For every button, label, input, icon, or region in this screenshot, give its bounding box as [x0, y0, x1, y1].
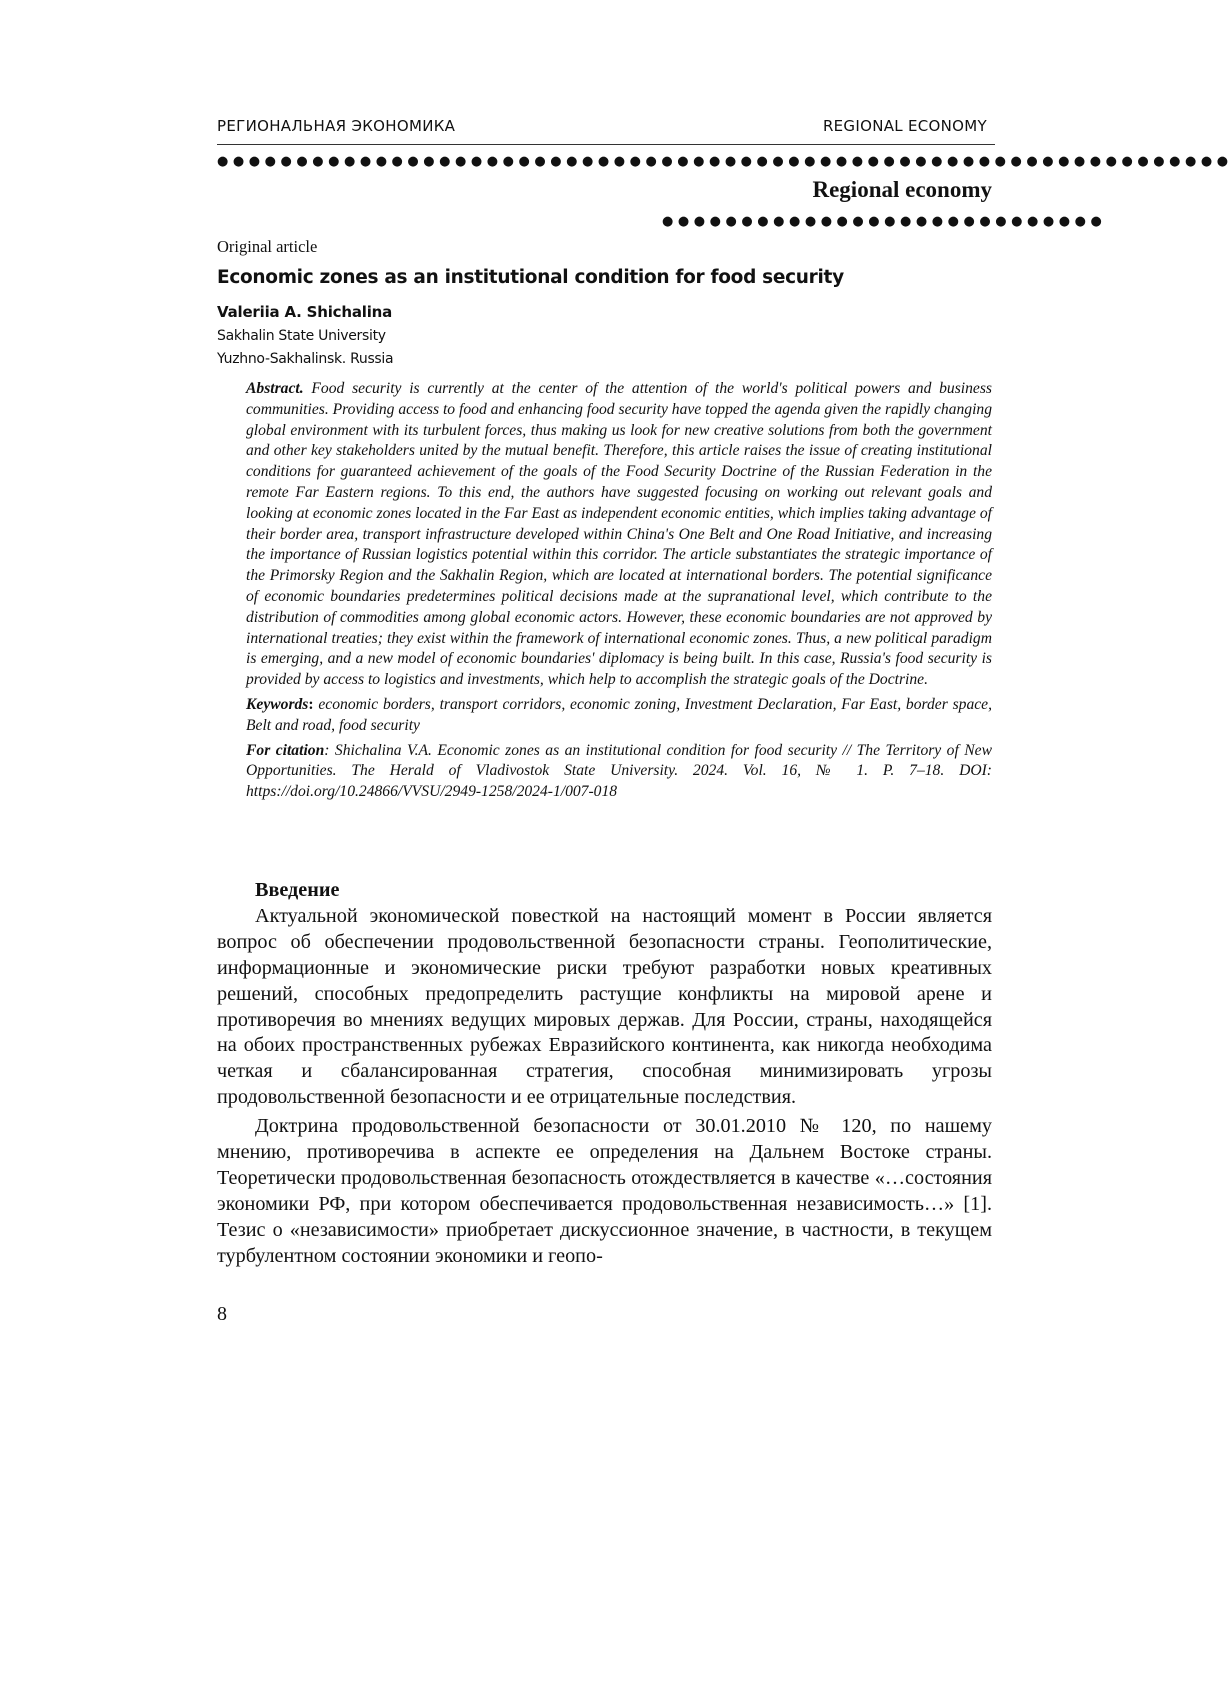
running-header-right: REGIONAL ECONOMY	[822, 117, 987, 135]
article-body	[217, 878, 992, 1270]
keywords-text: economic borders, transport corridors, economic zoning, Investment Declaration, Far East, border space, Belt and road, food security	[246, 695, 992, 734]
author-affiliation: Sakhalin State University	[217, 328, 386, 344]
dotted-rule-bottom: ● ● ● ● ● ● ● ● ● ● ● ● ● ● ● ● ● ● ● ● ● ● ● ● ● ● ● ●	[662, 214, 1102, 229]
body-paragraph: Актуальной экономической повесткой на настоящий момент в России является вопрос об обеспечении продовольственной безопасности страны. Геополитические, информационные и экономические риски требуют разработки новых креативных решений, способных предопределить растущие конфликты на мировой арене и противоречия во мнениях ведущих мировых держав. Для России, страны, находящейся на обоих пространственных рубежах Евразийского континента, как никогда необходима четкая и сбалансированная стратегия, способная минимизировать угрозы продовольственной безопасности и ее отрицательные последствия.	[217, 904, 992, 1109]
body-paragraph: Доктрина продовольственной безопасности от 30.01.2010 № 120, по нашему мнению, противоречива в аспекте ее определения на Дальнем Востоке страны. Теоретически продовольственная безопасность отождествляется в качестве «…состояния экономики РФ, при котором обеспечивается продовольственная независимость…» [1]. Тезис о «независимости» приобретает дискуссионное значение, в частности, в текущем турбулентном состоянии экономики и геопо-	[217, 1115, 992, 1267]
citation-label: For citation	[246, 741, 325, 759]
keywords-separator: :	[308, 695, 314, 713]
page-number: 8	[217, 1303, 227, 1325]
section-heading: Введение	[255, 879, 340, 901]
keywords	[246, 695, 992, 737]
dotted-rule-top: ● ● ● ● ● ● ● ● ● ● ● ● ● ● ● ● ● ● ● ● ● ● ● ● ● ● ● ● ● ● ● ● ● ● ● ● ● ● ● ● ● ● ● ● ● ● ● ● ● ● ● ● ● ● ● ● ● ● ● ● ● ● ● ●	[217, 154, 1228, 169]
author-name: Valeriia A. Shichalina	[217, 303, 393, 321]
keywords-label: Keywords	[246, 695, 309, 713]
section-title: Regional economy	[812, 177, 992, 202]
abstract	[246, 379, 992, 691]
citation-text: : Shichalina V.A. Economic zones as an institutional condition for food security // The Territory of New Opportunities. The Herald of Vladivostok State University. 2024. Vol. 16, № 1. P. 7–18. DOI: https://doi.org/10.24866/VVSU/2949-1258/2024-1/007-018	[246, 741, 992, 801]
abstract-label: Abstract.	[246, 380, 304, 397]
author-location: Yuzhno-Sakhalinsk. Russia	[217, 351, 394, 367]
citation	[246, 741, 992, 803]
abstract-block	[246, 379, 992, 803]
header-divider	[217, 144, 995, 145]
running-header	[217, 115, 995, 145]
running-header-left: РЕГИОНАЛЬНАЯ ЭКОНОМИКА	[217, 117, 456, 135]
article-title: Economic zones as an institutional condition for food security	[217, 267, 844, 288]
article-type: Original article	[217, 237, 318, 256]
abstract-text: Food security is currently at the center of the attention of the world's political powers and business communities. Providing access to food and enhancing food security have topped the agenda given the rapidly changing global environment with its turbulent forces, thus making us look for new creative solutions from both the government and other key stakeholders united by the mutual benefit. Therefore, this article raises the issue of creating institutional conditions for guaranteed achievement of the goals of the Food Security Doctrine of the Russian Federation in the remote Far Eastern regions. To this end, the authors have suggested focusing on working out relevant goals and looking at economic zones located in the Far East as independent economic entities, which implies taking advantage of their border area, transport infrastructure developed within China's One Belt and One Road Initiative, and increasing the importance of Russian logistics potential within this corridor. The article substantiates the strategic importance of the Primorsky Region and the Sakhalin Region, which are located at international borders. The potential significance of economic boundaries predetermines political decisions made at the supranational level, which contribute to the distribution of commodities among global economic actors. However, these economic boundaries are not approved by international treaties; they exist within the framework of international economic zones. Thus, a new political paradigm is emerging, and a new model of economic boundaries' diplomacy is being built. In this case, Russia's food security is provided by access to logistics and investments, which help to accomplish the strategic goals of the Doctrine.	[246, 380, 992, 689]
